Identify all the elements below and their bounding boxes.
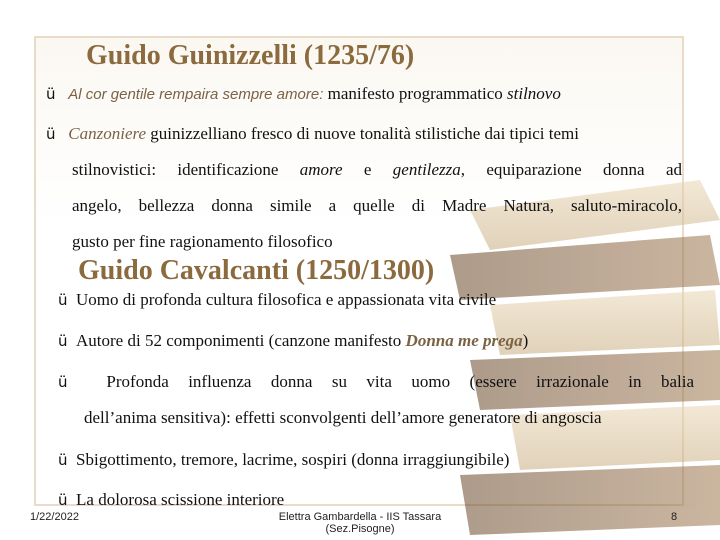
check-icon: ü <box>58 451 68 469</box>
bullet-guinizzelli-2-line3: angelo, bellezza donna simile a quelle di Madre Natura, saluto-miracolo, <box>72 196 682 215</box>
check-icon: ü <box>58 332 68 350</box>
check-icon: ü <box>46 125 56 143</box>
bullet-cavalcanti-3: ü Profonda influenza donna su vita uomo (essere irrazionale in balia <box>58 372 695 391</box>
title-cavalcanti: Guido Cavalcanti (1250/1300) <box>78 255 435 286</box>
title-guinizzelli: Guido Guinizzelli (1235/76) <box>86 40 415 71</box>
books-image <box>430 180 720 540</box>
check-icon: ü <box>46 85 56 103</box>
bullet-cavalcanti-4: ü Sbigottimento, tremore, lacrime, sospiri (donna irraggiungibile) <box>58 450 510 469</box>
bullet-cavalcanti-5: ü La dolorosa scissione interiore <box>58 490 285 509</box>
bullet-guinizzelli-2-line4: gusto per fine ragionamento filosofico <box>72 232 333 251</box>
check-icon: ü <box>58 373 68 391</box>
bullet-cavalcanti-2: ü Autore di 52 componimenti (canzone manifesto Donna me prega) <box>58 331 529 350</box>
footer-page-number: 8 <box>670 511 678 523</box>
check-icon: ü <box>58 291 68 309</box>
check-icon: ü <box>58 491 68 509</box>
footer-author: Elettra Gambardella - IIS Tassara (Sez.Pisogne) <box>278 511 442 535</box>
bullet-guinizzelli-2-line2: stilnovistici: identificazione amore e gentilezza, equiparazione donna ad <box>72 160 682 179</box>
bullet-guinizzelli-1: ü Al cor gentile rempaira sempre amore: manifesto programmatico stilnovo <box>46 84 561 103</box>
footer-date: 1/22/2022 <box>30 511 79 523</box>
bullet-guinizzelli-2: ü Canzoniere guinizzelliano fresco di nuove tonalità stilistiche dai tipici temi <box>46 124 579 143</box>
bullet-cavalcanti-1: ü Uomo di profonda cultura filosofica e appassionata vita civile <box>58 290 497 309</box>
bullet-cavalcanti-3-line2: dell’anima sensitiva): effetti sconvolgenti dell’amore generatore di angoscia <box>84 408 602 427</box>
